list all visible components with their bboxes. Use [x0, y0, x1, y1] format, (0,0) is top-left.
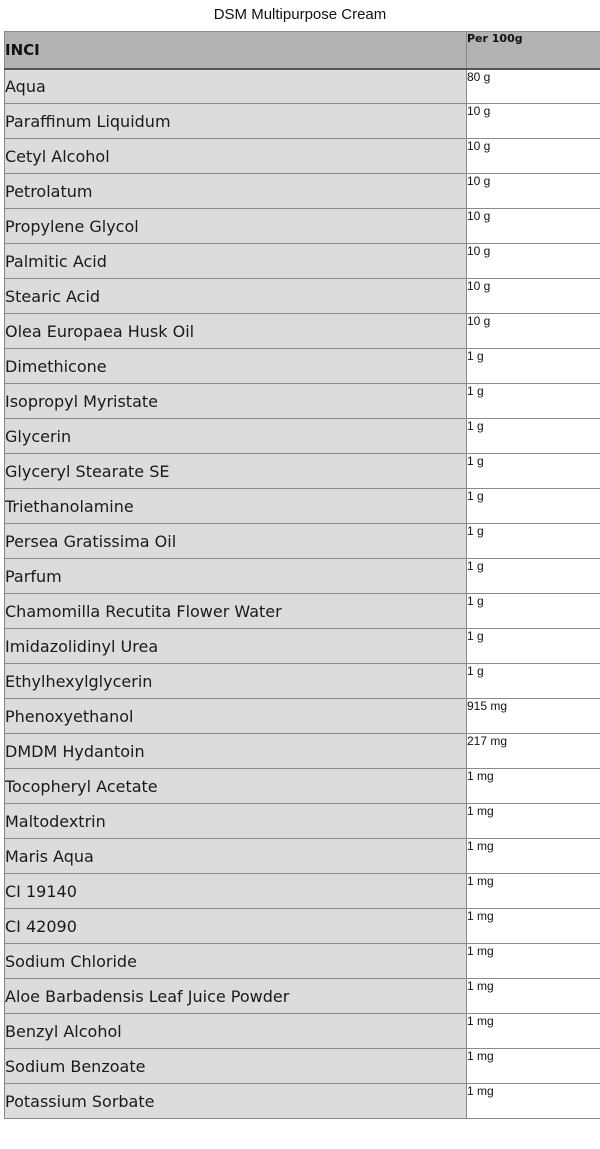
ingredient-amount-cell: 1 mg — [467, 1084, 600, 1119]
ingredient-name-cell: Olea Europaea Husk Oil — [5, 314, 467, 349]
table-row — [5, 944, 600, 979]
table-row — [5, 174, 600, 209]
ingredients-table — [4, 31, 600, 1119]
ingredient-amount-cell: 1 mg — [467, 1014, 600, 1049]
ingredient-amount-cell: 80 g — [467, 69, 600, 104]
table-row — [5, 839, 600, 874]
ingredient-amount-cell: 1 g — [467, 559, 600, 594]
header-row — [5, 32, 600, 69]
ingredient-name-cell: Phenoxyethanol — [5, 699, 467, 734]
table-row — [5, 104, 600, 139]
page-title: DSM Multipurpose Cream — [213, 6, 387, 23]
ingredient-amount-cell: 10 g — [467, 209, 600, 244]
ingredient-amount-cell: 1 g — [467, 664, 600, 699]
ingredient-name-cell: Aloe Barbadensis Leaf Juice Powder — [5, 979, 467, 1014]
table-row — [5, 314, 600, 349]
ingredient-name-cell: Glycerin — [5, 419, 467, 454]
ingredient-name-cell: Palmitic Acid — [5, 244, 467, 279]
table-row — [5, 979, 600, 1014]
table-row — [5, 664, 600, 699]
ingredient-amount-cell: 10 g — [467, 279, 600, 314]
amount-column-header: Per 100g — [467, 32, 600, 69]
ingredient-amount-cell: 1 mg — [467, 839, 600, 874]
table-row — [5, 874, 600, 909]
inci-column-header: INCI — [5, 32, 467, 69]
ingredient-name-cell: Chamomilla Recutita Flower Water — [5, 594, 467, 629]
ingredient-name-cell: Potassium Sorbate — [5, 1084, 467, 1119]
ingredient-name-cell: Cetyl Alcohol — [5, 139, 467, 174]
ingredient-name-cell: Ethylhexylglycerin — [5, 664, 467, 699]
table-row — [5, 734, 600, 769]
ingredient-name-cell: Benzyl Alcohol — [5, 1014, 467, 1049]
ingredient-name-cell: CI 42090 — [5, 909, 467, 944]
ingredient-amount-cell: 1 mg — [467, 874, 600, 909]
table-row — [5, 454, 600, 489]
ingredient-amount-cell: 1 mg — [467, 944, 600, 979]
ingredient-name-cell: Sodium Benzoate — [5, 1049, 467, 1084]
ingredient-amount-cell: 1 g — [467, 594, 600, 629]
ingredient-amount-cell: 1 mg — [467, 909, 600, 944]
table-row — [5, 349, 600, 384]
ingredient-amount-cell: 1 mg — [467, 769, 600, 804]
ingredient-amount-cell: 1 mg — [467, 1049, 600, 1084]
table-row — [5, 559, 600, 594]
ingredient-amount-cell: 10 g — [467, 104, 600, 139]
table-row — [5, 769, 600, 804]
table-row — [5, 1049, 600, 1084]
ingredient-amount-cell: 1 mg — [467, 979, 600, 1014]
ingredient-amount-cell: 1 g — [467, 384, 600, 419]
ingredient-name-cell: Imidazolidinyl Urea — [5, 629, 467, 664]
ingredient-name-cell: Glyceryl Stearate SE — [5, 454, 467, 489]
ingredient-name-cell: Paraffinum Liquidum — [5, 104, 467, 139]
ingredient-name-cell: Dimethicone — [5, 349, 467, 384]
table-row — [5, 699, 600, 734]
table-body — [5, 69, 600, 1119]
table-row — [5, 1084, 600, 1119]
table-header — [5, 32, 600, 69]
table-row — [5, 384, 600, 419]
table-row — [5, 629, 600, 664]
ingredient-name-cell: Aqua — [5, 69, 467, 104]
ingredient-name-cell: DMDM Hydantoin — [5, 734, 467, 769]
ingredient-amount-cell: 10 g — [467, 139, 600, 174]
ingredient-amount-cell: 10 g — [467, 244, 600, 279]
ingredient-name-cell: Propylene Glycol — [5, 209, 467, 244]
ingredient-name-cell: Tocopheryl Acetate — [5, 769, 467, 804]
table-row — [5, 139, 600, 174]
ingredient-amount-cell: 915 mg — [467, 699, 600, 734]
ingredient-name-cell: Parfum — [5, 559, 467, 594]
ingredient-name-cell: Isopropyl Myristate — [5, 384, 467, 419]
table-row — [5, 909, 600, 944]
table-row — [5, 209, 600, 244]
ingredient-amount-cell: 1 g — [467, 524, 600, 559]
ingredient-amount-cell: 1 g — [467, 489, 600, 524]
ingredient-name-cell: Maltodextrin — [5, 804, 467, 839]
ingredient-name-cell: Maris Aqua — [5, 839, 467, 874]
ingredient-amount-cell: 1 g — [467, 419, 600, 454]
ingredient-amount-cell: 10 g — [467, 174, 600, 209]
ingredient-name-cell: CI 19140 — [5, 874, 467, 909]
ingredient-name-cell: Stearic Acid — [5, 279, 467, 314]
table-row — [5, 489, 600, 524]
ingredient-amount-cell: 10 g — [467, 314, 600, 349]
table-row — [5, 1014, 600, 1049]
ingredient-amount-cell: 217 mg — [467, 734, 600, 769]
ingredient-amount-cell: 1 g — [467, 454, 600, 489]
ingredient-amount-cell: 1 g — [467, 629, 600, 664]
table-row — [5, 804, 600, 839]
table-row — [5, 69, 600, 104]
ingredient-amount-cell: 1 mg — [467, 804, 600, 839]
table-row — [5, 244, 600, 279]
ingredient-name-cell: Persea Gratissima Oil — [5, 524, 467, 559]
table-row — [5, 594, 600, 629]
ingredient-name-cell: Petrolatum — [5, 174, 467, 209]
table-row — [5, 279, 600, 314]
ingredient-amount-cell: 1 g — [467, 349, 600, 384]
table-row — [5, 419, 600, 454]
ingredient-name-cell: Triethanolamine — [5, 489, 467, 524]
table-row — [5, 524, 600, 559]
ingredient-name-cell: Sodium Chloride — [5, 944, 467, 979]
